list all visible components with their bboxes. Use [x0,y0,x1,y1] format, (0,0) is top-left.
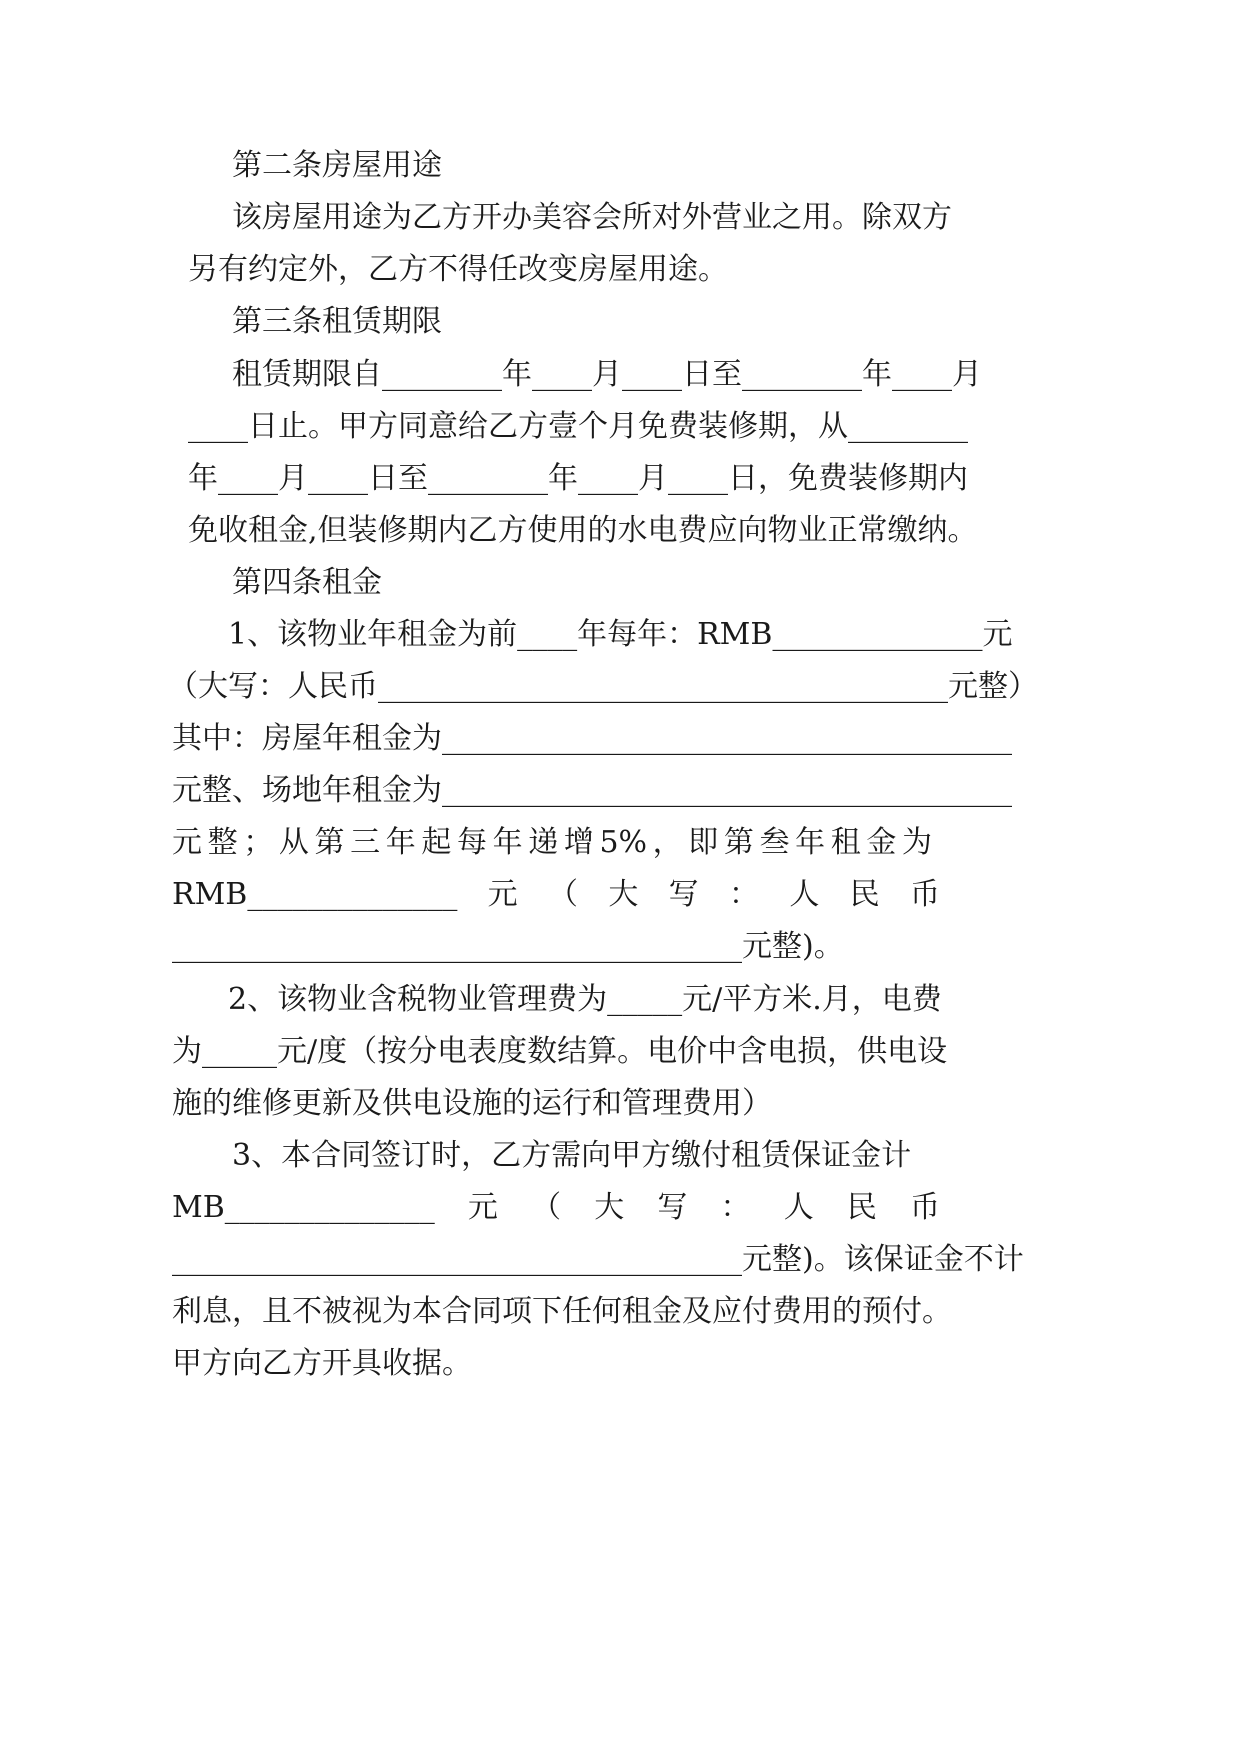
article-4-item-3-line-4: 利息，且不被视为本合同项下任何租金及应付费用的预付。 [172,1294,952,1329]
article-3-text-line-2: ____日止。甲方同意给乙方壹个月免费装修期，从________ [188,409,968,444]
article-4-item-1-line-4: 元整、场地年租金为______________________________________ [172,773,1012,808]
article-4-item-3-line-1: 3、本合同签订时，乙方需向甲方缴付租赁保证金计 [232,1138,912,1173]
article-4-item-1-line-5: 元整；从第三年起每年递增5%，即第叁年租金为 [172,825,932,860]
article-4-item-2-line-2: 为_____元/度（按分电表度数结算。电价中含电损，供电设 [172,1034,948,1069]
article-4-item-1-line-7: ______________________________________元整)。 [172,929,844,964]
article-4-heading: 第四条租金 [232,565,382,600]
article-2-text-line-1: 该房屋用途为乙方开办美容会所对外营业之用。除双方 [232,200,952,235]
article-4-item-1-line-2: （大写：人民币______________________________________元整） [168,669,1038,704]
article-3-heading: 第三条租赁期限 [232,304,442,339]
article-2-text-line-2: 另有约定外，乙方不得任改变房屋用途。 [188,252,728,287]
article-4-item-2-line-3: 施的维修更新及供电设施的运行和管理费用） [172,1086,772,1121]
article-4-item-3-line-3: ______________________________________元整)。该保证金不计 [172,1242,1024,1277]
article-3-text-line-3: 年____月____日至________年____月____日，免费装修期内 [188,461,968,496]
article-4-item-3-line-2: MB______________元（大写：人民币 [172,1190,940,1225]
article-2-heading: 第二条房屋用途 [232,148,442,183]
article-4-item-1-line-1: 1、该物业年租金为前____年每年：RMB______________元 [228,617,1013,652]
article-4-item-2-line-1: 2、该物业含税物业管理费为_____元/平方米.月，电费 [228,982,942,1017]
article-3-text-line-1: 租赁期限自________年____月____日至________年____月 [232,357,982,392]
article-4-item-3-line-5: 甲方向乙方开具收据。 [172,1346,472,1381]
article-4-item-1-line-6: RMB______________元（大写：人民币 [172,877,940,912]
article-4-item-1-line-3: 其中：房屋年租金为______________________________________ [172,721,1012,756]
article-3-text-line-4: 免收租金,但装修期内乙方使用的水电费应向物业正常缴纳。 [188,513,978,548]
